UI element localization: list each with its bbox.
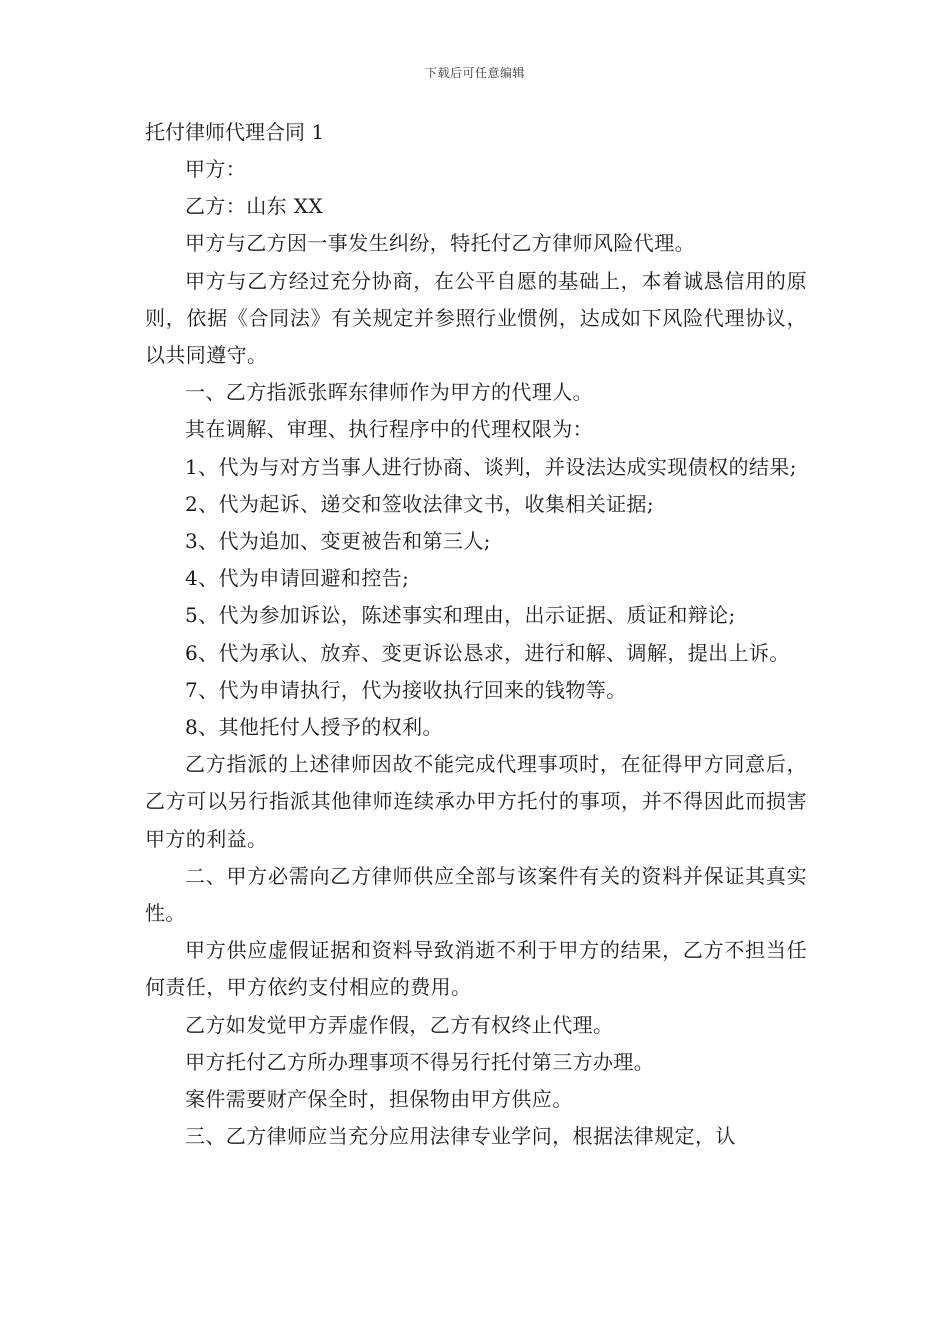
- paragraph-clause-2: 二、甲方必需向乙方律师供应全部与该案件有关的资料并保证其真实性。: [145, 863, 807, 926]
- paragraph-clause-3: 三、乙方律师应当充分应用法律专业学问，根据法律规定，认: [185, 1124, 736, 1149]
- document-title: 托付律师代理合同 1: [145, 120, 325, 144]
- paragraph: 甲方供应虚假证据和资料导致消逝不利于甲方的结果，乙方不担当任何责任，甲方依约支付相应的费用。: [145, 938, 807, 1000]
- list-item: 8、其他托付人授予的权利。: [185, 715, 443, 740]
- list-item: 2、代为起诉、递交和签收法律文书，收集相关证据;: [185, 491, 655, 516]
- document-body: [145, 114, 807, 1155]
- paragraph: 乙方指派的上述律师因故不能完成代理事项时，在征得甲方同意后，乙方可以另行指派其他律师连续承办甲方托付的事项，并不得因此而损害甲方的利益。: [145, 752, 807, 851]
- list-item: 7、代为申请执行，代为接收执行回来的钱物等。: [185, 677, 627, 702]
- paragraph: 案件需要财产保全时，担保物由甲方供应。: [185, 1087, 573, 1112]
- list-item: 6、代为承认、放弃、变更诉讼恳求，进行和解、调解，提出上诉。: [185, 640, 790, 665]
- paragraph: 甲方托付乙方所办理事项不得另行托付第三方办理。: [185, 1049, 655, 1074]
- list-item: 3、代为追加、变更被告和第三人;: [185, 529, 491, 554]
- paragraph: 甲方与乙方经过充分协商，在公平自愿的基础上，本着诚恳信用的原则，依据《合同法》有关规定并参照行业惯例，达成如下风险代理协议，以共同遵守。: [145, 268, 807, 368]
- list-item: 4、代为申请回避和控告;: [185, 566, 410, 591]
- header-note: 下载后可任意编辑: [424, 66, 525, 80]
- paragraph: 其在调解、审理、执行程序中的代理权限为：: [185, 417, 593, 442]
- list-item: 1、代为与对方当事人进行协商、谈判，并设法达成实现债权的结果;: [185, 454, 797, 479]
- paragraph: 乙方如发觉甲方弄虚作假，乙方有权终止代理。: [185, 1012, 614, 1037]
- paragraph-clause-1: 一、乙方指派张晖东律师作为甲方的代理人。: [185, 380, 593, 405]
- paragraph: 甲方与乙方因一事发生纠纷，特托付乙方律师风险代理。: [185, 231, 695, 256]
- paragraph-party-b: 乙方：山东 XX: [185, 194, 324, 219]
- list-item: 5、代为参加诉讼，陈述事实和理由，出示证据、质证和辩论;: [185, 603, 736, 628]
- paragraph-party-a: 甲方：: [185, 157, 247, 181]
